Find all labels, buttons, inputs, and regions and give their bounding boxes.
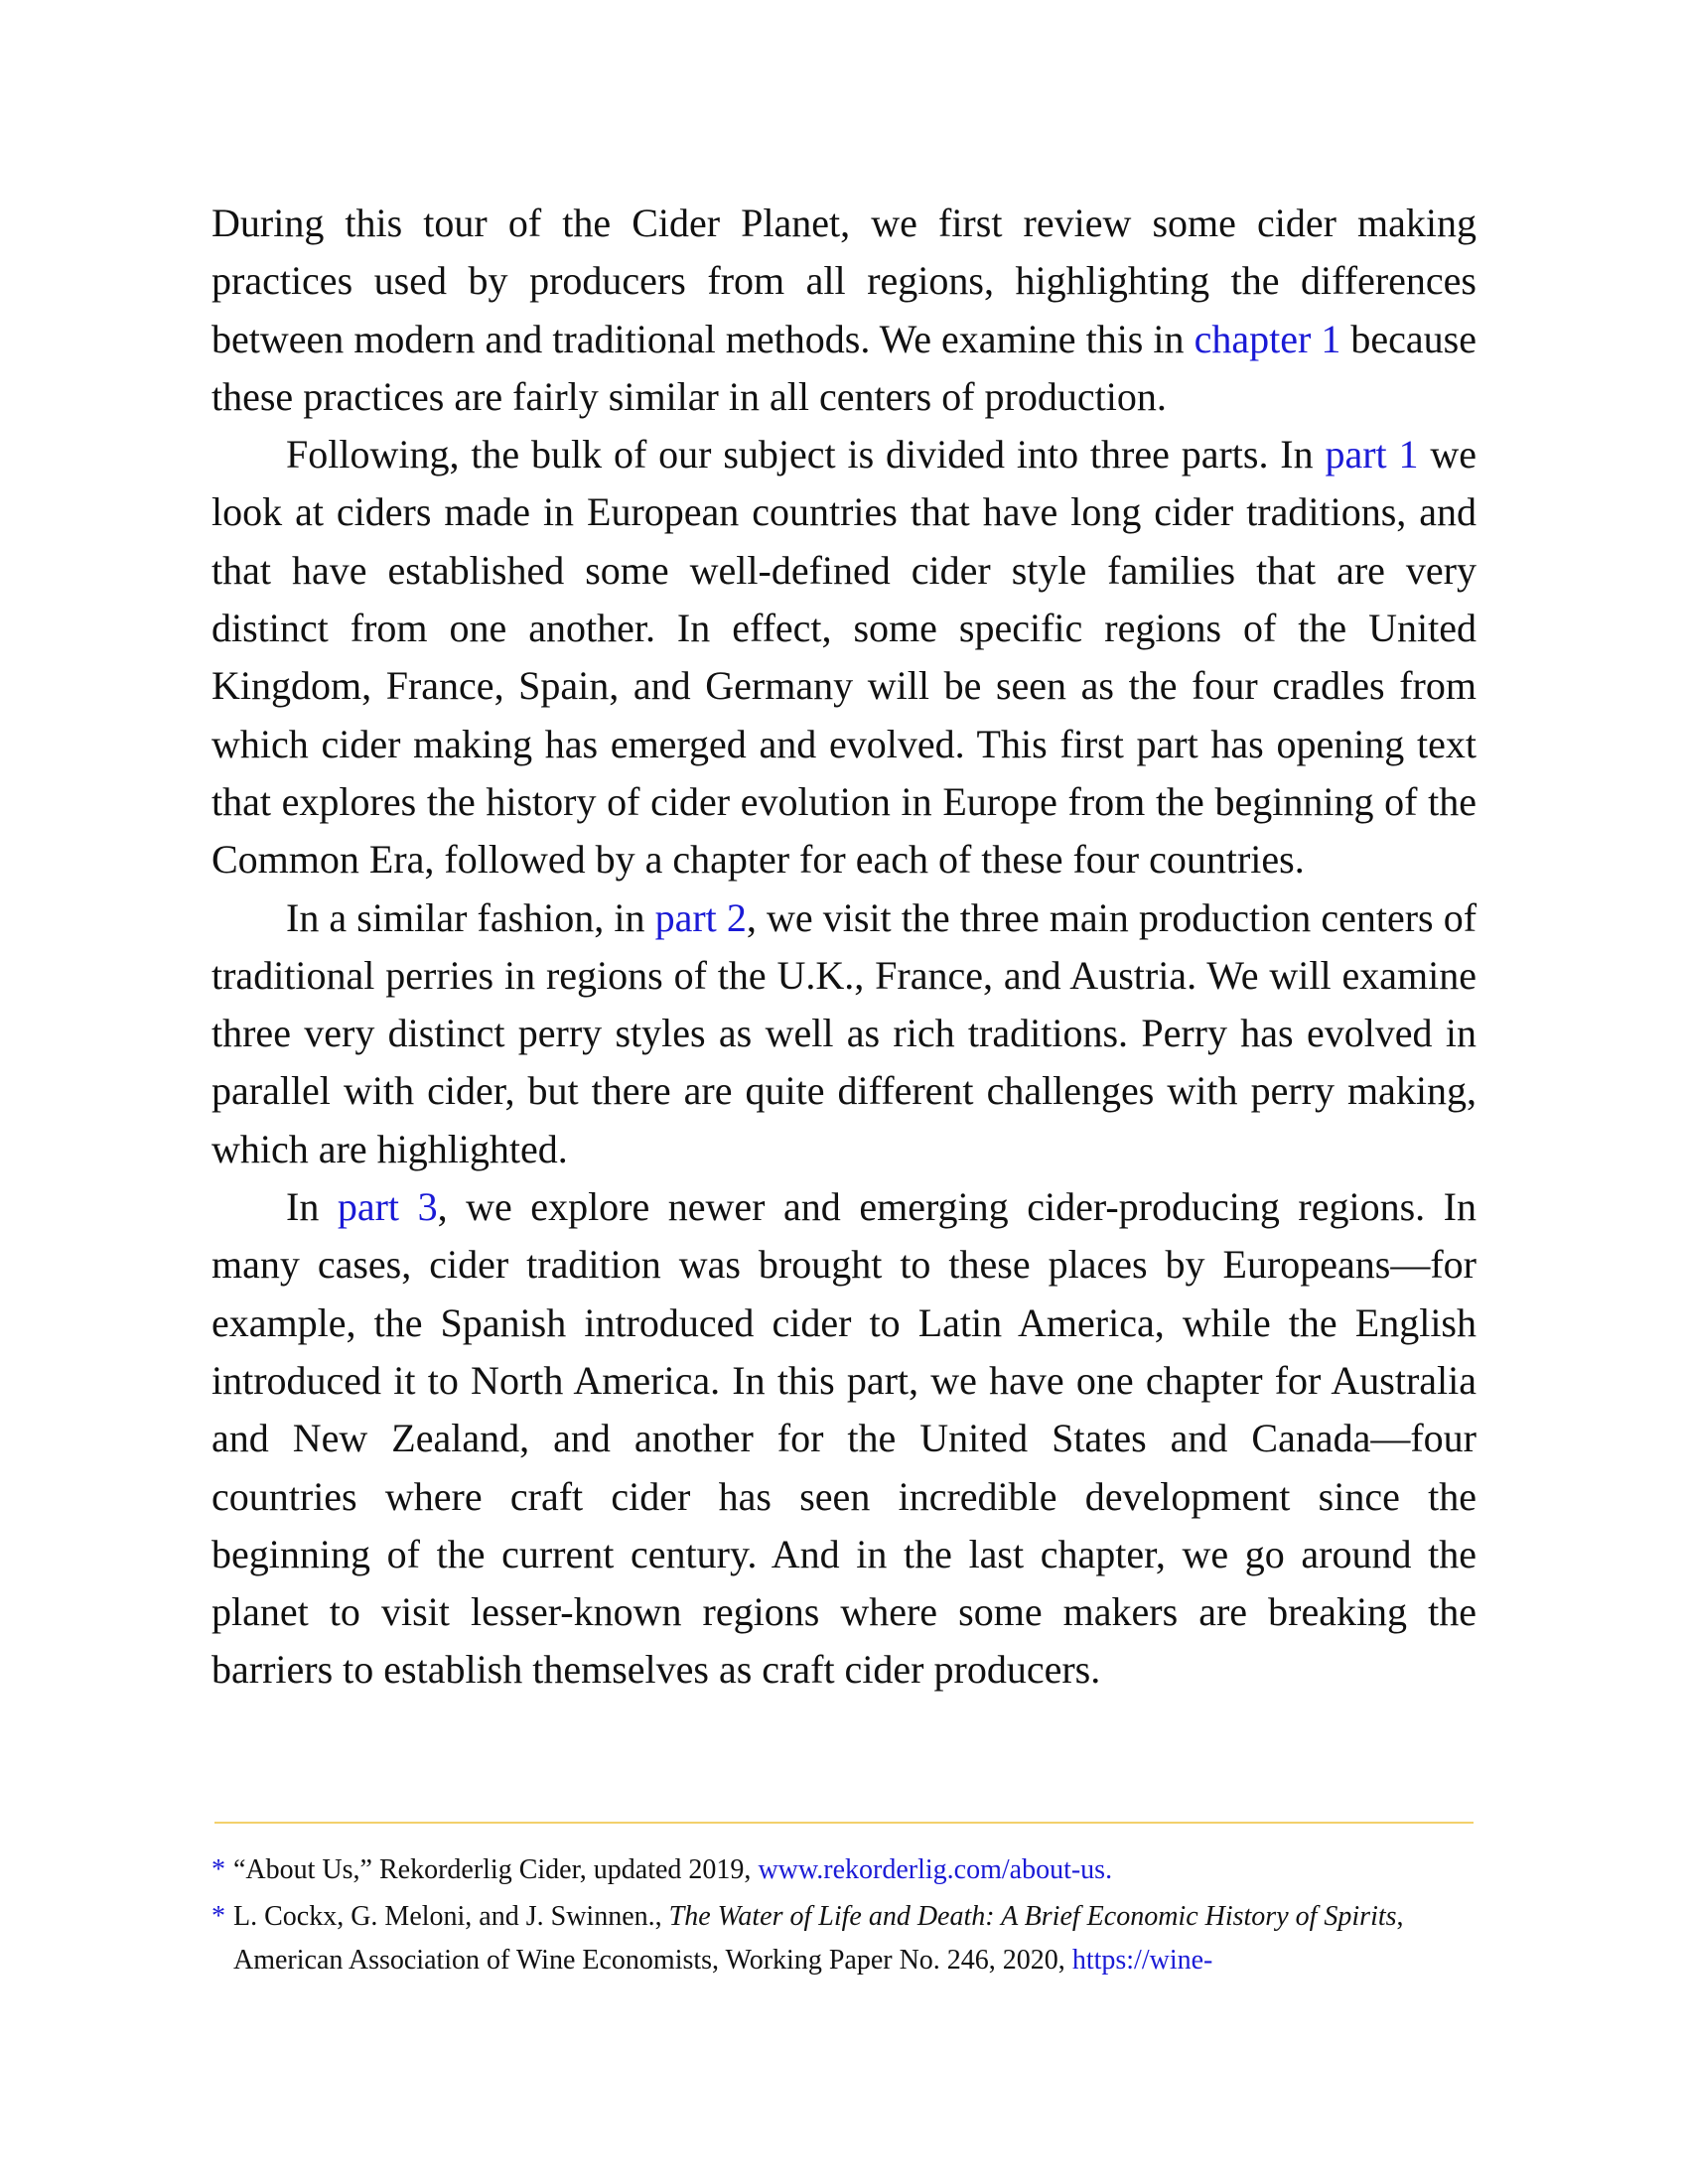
link-part-1[interactable]: part 1 <box>1325 432 1419 478</box>
paragraph-intro <box>211 195 1477 426</box>
text-run: In a similar fashion, in <box>286 894 655 940</box>
footnote-book-title: The Water of Life and Death: A Brief Economic History of Spirits <box>668 1901 1397 1932</box>
paragraph-part-1 <box>211 426 1477 888</box>
footnote-authors: L. Cockx, G. Meloni, and J. Swinnen., <box>233 1901 669 1932</box>
link-chapter-1[interactable]: chapter 1 <box>1194 316 1341 361</box>
paragraph-part-3 <box>211 1178 1477 1700</box>
link-rekorderlig[interactable]: www.rekorderlig.com/about-us. <box>758 1854 1113 1885</box>
text-run: we look at ciders made in European countries that have long cider traditions, and that have established some well-defined cider style families that are very distinct from one another. In effect, some specific regions of the United Kingdom, France, Spain, and Germany will be seen as the four cradles from which cider making has emerged and evolved. This first part has opening text that explores the history of cider evolution in Europe from the beginning of the Common Era, followed by a chapter for each of these four countries. <box>211 432 1477 883</box>
link-part-3[interactable]: part 3 <box>337 1184 438 1230</box>
footnote-1 <box>211 1848 1477 1892</box>
link-part-2[interactable]: part 2 <box>654 894 747 940</box>
document-page <box>211 195 1477 1700</box>
footnotes <box>211 1848 1477 1985</box>
text-run: because these practices are fairly similar in all centers of production. <box>211 316 1477 419</box>
paragraph-part-2 <box>211 889 1477 1178</box>
link-wine-economics[interactable]: https://wine- <box>1071 1945 1213 1976</box>
text-run: Following, the bulk of our subject is divided into three parts. In <box>286 432 1326 478</box>
text-run: , we explore newer and emerging cider-producing regions. In many cases, cider tradition was brought to these places by Europeans—for example, the Spanish introduced cider to Latin America, while the English introduced it to North America. In this part, we have one chapter for Australia and New Zealand, and another for the United States and Canada—four countries where craft cider has seen incredible development since the beginning of the current century. And in the last chapter, we go around the planet to visit lesser-known regions where some makers are breaking the barriers to establish themselves as craft cider producers. <box>211 1184 1477 1693</box>
footnote-divider <box>214 1822 1474 1824</box>
text-run: In <box>286 1184 338 1230</box>
footnote-text: “About Us,” Rekorderlig Cider, updated 2019, <box>233 1854 759 1885</box>
footnote-marker-2[interactable]: * <box>211 1901 225 1932</box>
text-run: During this tour of the Cider Planet, we first review some cider making practices used by producers from all regions, highlighting the differences between modern and traditional methods. We examine this in <box>211 201 1477 361</box>
footnote-2 <box>211 1895 1477 1982</box>
footnote-text: , American Association of Wine Economists, Working Paper No. 246, 2020, <box>233 1901 1404 1976</box>
text-run: , we visit the three main production centers of traditional perries in regions of the U.K., France, and Austria. We will examine three very distinct perry styles as well as rich traditions. Perry has evolved in parallel with cider, but there are quite different challenges with perry making, which are highlighted. <box>211 894 1477 1171</box>
footnote-marker-1[interactable]: * <box>211 1854 225 1885</box>
